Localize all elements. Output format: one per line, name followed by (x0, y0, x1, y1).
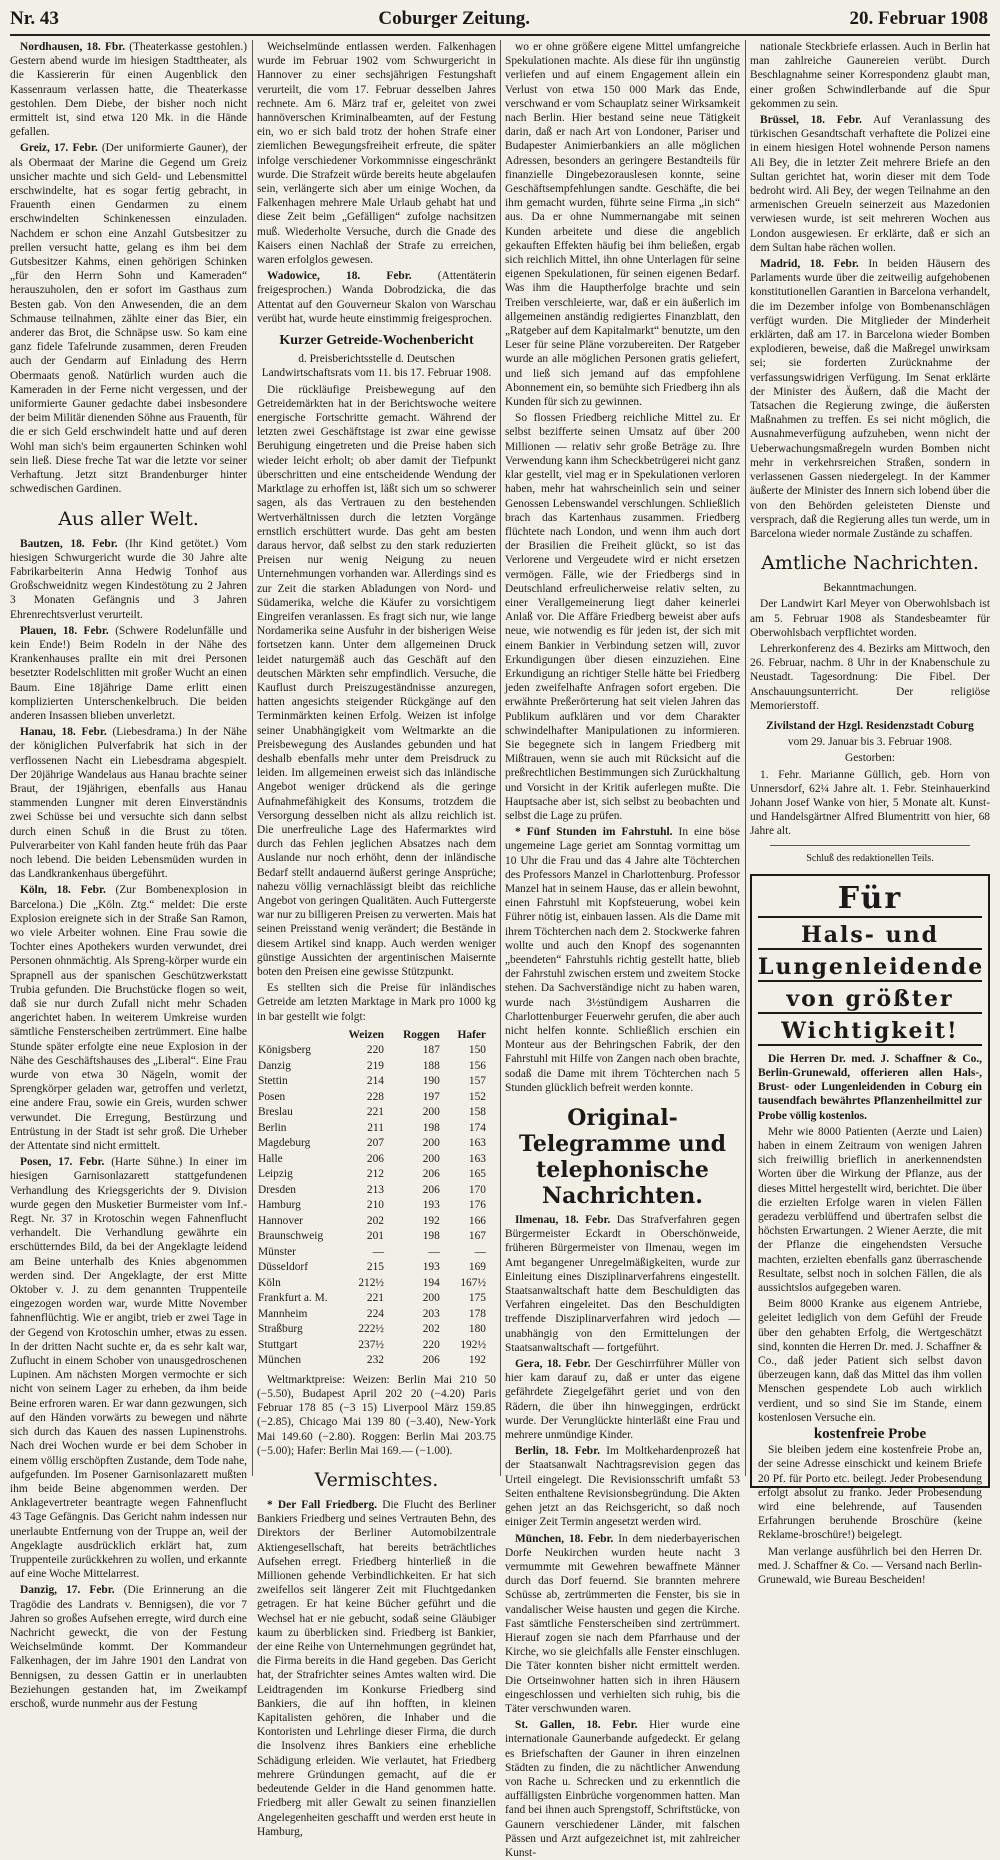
price-cell: 193 (422, 1199, 440, 1212)
article-text: (Theaterkasse gestohlen.) Gestern abend wurde im hiesigen Stadttheater, als die Kassiererin für einen Augenblick den Kassenraum verlassen hatte, die Theaterkasse gestohlen. Dem Diebe, der bisher noch nicht ermittelt ist, sind etwa 120 Mk. in die Hände gefallen. (10, 41, 247, 139)
article-dateline: Berlin, 18. Febr. (515, 1445, 601, 1458)
price-cell: 174 (468, 1121, 486, 1134)
price-cell: 224 (366, 1307, 384, 1320)
price-cell: 150 (468, 1044, 486, 1057)
table-row (257, 1276, 496, 1292)
city-cell: Magdeburg (258, 1137, 311, 1150)
article-text: Die Flucht des Berliner Bankiers Friedberg und seines Vertrauten Behn, des Direktors der Berliner Automobilzentrale Aktiengesellschaft, hat bereits beträchtliches Aufsehen erregt. Friedberg hinterließ in die Millionen gehende Verbindlichkeiten. Er hat sich zweifellos seit längerer Zeit mit Fluchtgedanken getragen. Er hat keine Bücher geführt und die Wechsel hat er nie gebucht, sodaß seine Gläubiger kaum zu überblicken sind. Friedberg ist Bankier, der eine Reihe von Unternehmungen gegründet hat, die Firma bereits in die Hand gegeben. Das Gericht hat, der Strafrichter seines Amtes walten wird. Die Leidtragenden im Konkurse Friedberg sind Bankiers, die auf ihn hofften, in kleinen Kapitalisten gehören, die Inhaber und die Kontoristen und Lehrlinge dieser Firma, die durch die Insolvenz ihres Bankiers eine erhebliche Schädigung erleiden. Wie verlautet, hat Friedberg mehrere Gründungen gemacht, auf die er bedeutende Gelder in die Hand genommen hatte. Friedberg mit aller Gewalt zu seinen finanziellen Angelegenheiten geschafft und werden erst heute in Hamburg, (257, 1499, 496, 1838)
table-row (257, 1183, 496, 1199)
article-text: Lehrerkonferenz des 4. Bezirks am Mittwoch, den 26. Februar, nachm. 8 Uhr in der Knabenschule zu Neustadt. Tagesordnung: Die Fibel. Der Anschauungsunterricht. Der religiöse Memorierstoff. (750, 642, 990, 712)
city-cell: Leipzig (258, 1168, 293, 1181)
column-1 (10, 40, 248, 1710)
price-cell: 206 (422, 1354, 440, 1367)
article (10, 1155, 247, 1581)
table-row (257, 1353, 496, 1369)
telegram-section-heading: Original-Telegramme und telephonische Nachrichten. (518, 1105, 726, 1210)
issue-date: 20. Februar 1908 (849, 8, 988, 29)
table-row (257, 1307, 496, 1323)
article (505, 411, 740, 823)
price-cell: 201 (366, 1230, 384, 1243)
city-cell: Köln (258, 1276, 281, 1289)
price-cell: 221 (366, 1106, 384, 1119)
table-row (257, 1105, 496, 1121)
price-cell: 206 (366, 1152, 384, 1165)
price-cell: 228 (366, 1090, 384, 1103)
ad-text: Mehr wie 8000 Patienten (Aerzte und Laien) haben in einem Zeitraum von wenigen Jahren sich freiwillig brieflich in anerkennendsten Worten über die Wirkung der Pflanze, aus der dieses Mittel hergestellt wird, berichtet. Die über die erzielten Erfolge waren in vielen Fällen geradezu verblüffend und übertrafen selbst die höchsten Erwartungen. 2 Wiener Aerzte, die mit der Pflanze die eingehendsten Versuche machten, erzielten ebenfalls ganz überraschende Resultate, selbst noch in solchen Fällen, die als aussichtslos aufgegeben waren. (758, 1125, 982, 1295)
section-heading: Vermischtes. (314, 1469, 439, 1492)
article-dateline: St. Gallen, 18. Febr. (515, 1719, 638, 1732)
city-cell: Frankfurt a. M. (258, 1292, 328, 1305)
price-cell: 187 (422, 1044, 440, 1057)
article-text: (Schwere Rodelunfälle und kein Ende!) Beim Rodeln in der Nähe des Krankenhauses prallte ein mit drei Personen besetzter Rodelschlitten mit großer Wucht an einen Baum. Eine 18jährige Dame erlitt einen komplizierten Unterschenkelbruch. Die beiden anderen Insassen blieben unverletzt. (10, 624, 248, 722)
article (10, 537, 247, 622)
price-cell: 194 (422, 1276, 440, 1289)
price-cell: 202 (422, 1323, 440, 1336)
city-cell: Stettin (258, 1075, 288, 1088)
article (10, 725, 247, 881)
newspaper-title: Coburger Zeitung. (378, 8, 531, 29)
price-cell: 215 (366, 1261, 384, 1274)
price-cell: 192 (468, 1354, 486, 1367)
table-row (257, 1074, 496, 1090)
article (257, 981, 496, 1024)
price-cell: 200 (422, 1137, 440, 1150)
article-text: (Die Erinnerung an die Tragödie des Landrats v. Bennigsen), die vor 7 Jahren so großes Aufsehen erregte, wird durch eine Nachricht geweckt, die von der Festung Weichselmünde kommt. Der Kommandeur Falkenhagen, der im Jahre 1901 den Landrat von Bennigsen, zu dessen Gattin er in unerlaubten Beziehungen gestanden hat, im Zweikampf erschoß, wurde nunmehr aus der Festung (10, 1584, 247, 1710)
registry-period: vom 29. Januar bis 3. Februar 1908. (787, 736, 953, 749)
city-cell: Straßburg (258, 1323, 303, 1336)
article (505, 1213, 740, 1355)
article-dateline: Nordhausen, 18. Fbr. (20, 41, 126, 53)
price-cell: 221 (366, 1292, 384, 1305)
section-heading: Aus aller Welt. (58, 507, 199, 530)
price-cell: 190 (422, 1075, 440, 1088)
price-cell: 165 (468, 1168, 486, 1181)
price-cell: 198 (422, 1230, 440, 1243)
article (257, 1498, 496, 1839)
article-text: wo er ohne größere eigene Mittel umfangreiche Spekulationen machte. Als diese für ihn ungünstig verliefen und auf einem Engagement allein ein Verlust von etwa 150 000 Mark das Ende, verschwand er vom Schauplatz seiner Wirksamkeit nach Berlin. Hier bestand seine neue Tätigkeit darin, daß er nach Art von Londoner, Pariser und Budapester Animierbankiers an alle möglichen Adressen, besonders an geringere Bestandteils für finanzielle Dingebezorauslesen konnte, seine Geschäftsempfehlungen sandte. Geschäfte, die bei ihm gemacht wurden, führte seine Firma „in sich“ aus. Da er ohne Nummernangabe mit seinen Kunden arbeitete und diese die angeblich gekauften Effekten häufig bei ihm beließen, ergab sich reichlich Mittel, ihn ohne Unterlagen für seine eigenen Spekulationen, für seinen eigenen Bedarf. Was ihm die Hauptherfolge brachte und sein Treiben verschleierte, war, daß er ein äußerlich im allgemeinen anständig redigiertes Finanzblatt, den „Ratgeber auf dem Kapitalmarkt“ benutzte, um den Leser für seine Pläne vorzubereiten. Der Ratgeber wurde an alle möglichen Personen gratis geliefert, und ließ sich jemand auf das empfohlene Abonnement ein, so bemühte sich Friedberg ihn als Kunden für sich zu gewinnen. (505, 41, 740, 409)
column-divider (745, 40, 746, 1476)
city-cell: Breslau (258, 1106, 293, 1119)
city-cell: Düsseldorf (258, 1261, 308, 1274)
price-cell: 167 (468, 1230, 486, 1243)
article (257, 1373, 496, 1458)
table-body (257, 1043, 496, 1369)
price-cell: 163 (468, 1152, 486, 1165)
price-cell: 192 (422, 1214, 440, 1227)
price-cell: 212 (366, 1168, 384, 1181)
table-header (257, 1028, 340, 1044)
article-text: (Ihr Kind getötet.) Vom hiesigen Schwurgericht wurde die 30 Jahre alte Fabrikarbeiterin Anna Hedwig Tonhof aus Großschweidnitz wegen Kindestötung zu 2 Jahren 3 Monaten Gefängnis und 3 Jahren Ehrenrechtsverlust verurteilt. (10, 537, 247, 621)
price-cell: 158 (468, 1106, 486, 1119)
table-header: Roggen (403, 1028, 440, 1041)
city-cell: München (258, 1354, 302, 1367)
ad-probe: kostenfreie Probe (813, 1426, 927, 1443)
table-row (257, 1167, 496, 1183)
section-subtitle: d. Preisberichtsstelle d. Deutschen Landwirtschaftsrats vom 11. bis 17. Februar 1908. (261, 353, 492, 380)
price-cell: — (372, 1245, 384, 1258)
article-text: In dem niederbayerischen Dorfe Neukirchen wurden heute nacht 3 vermummte mit Gewehren bewaffnete Männer durch das Dorf feuernd. Sie brannten mehrere Schüsse ab, zertrümmerten die Fenster, bis sie in vandalischer Weise hausten und gegen die Kirche. Fast sämtliche Fensterscheiben sind zertrümmert. Hierauf zogen sie nach dem Pfarrhause und der Kirche, wo sie gleichfalls alle Fenster einschlugen. Die Täter konnten bisher nicht ermittelt werden. Die Ortseinwohner hatten sich in ihren Häusern eingeschlossen und verhielten sich ruhig, bis die Täter verschwunden waren. (505, 1532, 740, 1715)
price-cell: 163 (468, 1137, 486, 1150)
ad-text: Sie bleiben jedem eine kostenfreie Probe an, der seine Adresse einschickt und keinem Briefe 20 Pf. für Porto etc. beilegt. Jeder Probesendung erfolgt absolut zu franko. Jeder Probesendung wird eine belehrende, auf Tausenden Erfahrungen beruhende Broschüre (keine Reklame-broschüre!) beigelegt. (758, 1444, 982, 1542)
article (750, 40, 990, 111)
article-text: Weltmarktpreise: Weizen: Berlin Mai 210 50 (−5.50), Budapest April 202 20 (−4.20) Paris Februar 178 85 (−3 15) Liverpool März 159.85 (−2.85), Chicago Mai 139 80 (−3.40), New-York Mai 149.60 (−2.80). Roggen: Berlin Mai 203.75 (−5.00); Hafer: Berlin Mai 169.— (−1.00). (257, 1373, 496, 1457)
price-cell: 202 (366, 1214, 384, 1227)
city-cell: Hannover (258, 1214, 303, 1227)
article (10, 1583, 247, 1711)
ad-lead: Die Herren Dr. med. J. Schaffner & Co., Berlin-Grunewald, offerieren allen Hals-, Brust- oder Lungenleidenden in Coburg ein tausendfach bewährtes Pflanzenheilmittel zur Probe völlig kostenlos. (758, 1052, 982, 1122)
city-cell: Berlin (258, 1121, 287, 1134)
price-cell: 206 (422, 1183, 440, 1196)
price-cell: 211 (367, 1121, 384, 1134)
city-cell: Königsberg (258, 1044, 311, 1057)
table-row (257, 1059, 496, 1075)
price-cell: 220 (422, 1338, 440, 1351)
article (505, 1444, 740, 1529)
price-cell: 200 (422, 1152, 440, 1165)
article-dateline: Wadowice, 18. Febr. (267, 270, 412, 283)
price-cell: 178 (468, 1307, 486, 1320)
article-text: Es stellten sich die Preise für inländisches Getreide am letzten Marktage in Mark pro 1000 kg in bar gestellt wie folgt: (257, 982, 496, 1023)
article-dateline: Hanau, 18. Febr. (20, 726, 107, 739)
price-cell: 232 (366, 1354, 384, 1367)
price-cell: 213 (366, 1183, 384, 1196)
ad-text: Man verlange ausführlich bei den Herren Dr. med. J. Schaffner & Co. — Versand nach Berlin-Grunewald, wie Bureau Bescheiden! (758, 1545, 982, 1587)
article-dateline: Bautzen, 18. Febr. (20, 537, 118, 550)
table-row (257, 1214, 496, 1230)
section-subtitle: Bekanntmachungen. (823, 582, 917, 595)
registry-subheading: Gestorben: (845, 752, 895, 765)
price-cell: 169 (468, 1261, 486, 1274)
article (10, 624, 247, 723)
article (257, 40, 496, 267)
divider (770, 845, 970, 846)
city-cell: Münster (258, 1245, 296, 1258)
article-text: (Zur Bombenexplosion in Barcelona.) Die „Köln. Ztg.“ meldet: Die erste Explosion ereignete sich in der Straße San Ramon, wo viele Arbeiter wohnen. Eine Frau sowie die Tochter eines Apothekers wurden verwundet, drei Personen ohnmächtig. Als Spreng-körper wurde ein Sprapnell aus der spanischen Geschützwerkstatt Trubia gefunden. Die Bruchstücke flogen so weit, daß sie nur durch Zufall nicht mehr Schaden angerichtet haben. In weiterem Umkreise wurden sämtliche Fensterscheiben zertrümmert. Eine halbe Stunde später erfolgte eine neue Explosion in der Nähe des Geschäftshauses des „Liberal“. Eine Frau wurde von etwa 30 Nägeln, womit der Sprengkörper geladen war, getroffen und verletzt, eine andere Frau, sowie ein Greis, wurden schwer verwundet. Die Erregung, Bestürzung und Entrüstung in der Stadt ist sehr groß. Die Urheber der Attentate sind nicht ermittelt. (10, 884, 247, 1153)
ad-headline: Lungenleidende (758, 953, 985, 980)
article (750, 642, 990, 713)
article-text: Der Geschirrführer Müller von hier kam darauf zu, daß er unter das eigene gefährdete Ziegelgefährt geriet und von den Rädern, die über ihn hinweggingen, erdrückt wurde. Der Verunglückte hinterläßt eine Frau und mehrere unmündige Kinder. (505, 1358, 741, 1442)
price-cell: 210 (366, 1199, 384, 1212)
city-cell: Hamburg (258, 1199, 301, 1212)
price-cell: 167½ (460, 1276, 486, 1289)
price-cell: 193 (422, 1261, 440, 1274)
city-cell: Danzig (258, 1059, 291, 1072)
city-cell: Dresden (258, 1183, 296, 1196)
article (257, 269, 496, 326)
table-header: Hafer (457, 1028, 486, 1041)
price-cell: 192½ (460, 1338, 486, 1351)
article (10, 883, 247, 1153)
article (257, 383, 496, 980)
article-text: In beiden Häusern des Parlaments wurde über die zeitweilig aufgehobenen konstitutionellen Garantien in Barcelona verhandelt, die im Dezember infolge von Bombenanschlägen verfügt wurden. Die Mitglieder der Minderheit erklärten, daß am 17. in Barcelona wieder Bomben explodieren, beweise, daß die Maßregel unwirksam sei; sie forderten Zurücknahme der verfassungswidrigen Verfügung. Im Senat erklärte der Minister des Äußern, daß die Macht der Tatsachen die Regierung zwinge, die äußersten Maßnahmen zu treffen. Es sei nicht möglich, die Ausnahmeverfügung aufzuheben, wenn nicht der Ueberwachungsmaßregeln wurden Bomben nicht mehr in verkehrsreichen Straßen, sondern in verlassenen Gassen niedergelegt. In der Kammer äußerte der Minister des Innern sich lobend über die von den Behörden geleisteten Dienste und versprach, daß die Regierung alles tun werde, um in Barcelona wieder normale Zustände zu schaffen. (750, 258, 991, 540)
price-cell: 206 (422, 1168, 440, 1181)
price-cell: 207 (366, 1137, 384, 1150)
column-2 (257, 40, 496, 1838)
registry-heading: Zivilstand der Hzgl. Residenzstadt Coburg (766, 719, 974, 732)
city-cell: Braunschweig (258, 1230, 324, 1243)
article-text: Im Moltkehardenprozeß hat der Staatsanwalt Nachtragsrevision gegen das Urteil eingelegt. Die Revisionsschrift umfaßt 53 Seiten enthaltene Revisionsbegründung. Die Akten gehen jetzt an das Reichsgericht, so daß noch einiger Zeit Termin angesetzt werden wird. (505, 1445, 740, 1529)
table-row (257, 1090, 496, 1106)
price-cell: 180 (468, 1323, 486, 1336)
price-cell: 156 (468, 1059, 486, 1072)
article-dateline: München, 18. Febr. (515, 1532, 614, 1545)
article-text: So flossen Friedberg reichliche Mittel zu. Er selbst bezifferte seinen Umsatz auf über 200 Millionen — relativ sehr große Beträge zu. Ihre Verwendung kann ihm Scheckbetrügerei nicht ganz klar gestellt, viel mag er in Spekulationen verloren haben, mehr hat wahrscheinlich sein und seiner Genossen Lebenswandel verschlungen. Schließlich brach das Kartenhaus zusammen. Friedberg flüchtete nach London, und wenn ihm auch dort der Brasilien die Freiheit glückt, so ist das Verlorene und Vergeudete wird er nicht ersetzen vermögen. Fälle, wie der Friedbergs sind in Deutschland erfreulicherweise relativ selten, zu einer Verallgemeinerung liegt daher keinerlei Anlaß vor. Die Affäre Friedberg beweist aber aufs neue, wie notwendig es für jeden ist, der sich mit einem Bankier in Verbindung setzen will, zuvor Erkundigungen über diesen einzuziehen. Eine Erkundigung an richtiger Stelle hätte bei Friedberg jeden zweifelhafte Anfragen sofort ergeben. Die erwähnte Preßerörterung hat seit vielen Jahren das Publikum aufklären und vor dem Charakter schwindelhafter Manipulationen zu informieren. Sie begegnete sich in langem Friedberg mit Mißtrauen, wenn sie auch mit Rücksicht auf die preßrechtlichen Bestimmungen sich Zurückhaltung und Vorsicht in der Kritik auferlegen mußte. Die Hauptsache aber ist, sich selbst zu beobachten und selbst die Lage zu prüfen. (505, 412, 741, 822)
price-cell: 176 (468, 1199, 486, 1212)
ad-headline: Hals- und (758, 922, 982, 950)
table-row (257, 1121, 496, 1137)
city-cell: Posen (258, 1090, 286, 1103)
article-text: Hier wurde eine internationale Gaunerbande aufgedeckt. Er gelang es Briefschaften der Gauner in ihren einzelnen Städten zu finden, die zu nächtlicher Anwendung von Rache u. Schrecken und zu erkenntlich die auffälligsten Einbrüche vorgenommen hatten. Man fand bei ihnen auch Sprengstoff, Schriftstücke, von Gaunern verschiedener Länder, mit falschen Pässen und Arzt aufgezeichnet ist, mit zahlreicher Kunst- (505, 1719, 740, 1859)
masthead (10, 6, 988, 32)
price-cell: 200 (422, 1292, 440, 1305)
table-row (257, 1245, 496, 1261)
price-cell: — (474, 1245, 486, 1258)
grain-price-table (257, 1028, 496, 1369)
price-cell: 214 (366, 1075, 384, 1088)
article-text: (Harte Sühne.) In einer im hiesigen Garnisonlazarett stattgefundenen Verhandlung des Kriegsgerichts der 9. Division wurde gegen den Musketier Burmeister vom Inf.-Regt. Nr. 37 in Krotoschin wegen Fahnenflucht verhandelt. Die Verhandlung gewährte ein erschütterndes Bild, da bei der Angeklagte leidend am Beine unterhalb des Knies abgenommen werden sind. Der Angeklagte, der erst Mitte Oktober v. J. zu dem genannten Truppenteile eingezogen worden war, wurde Mitte November fahnenflüchtig. Wie er angibt, trieb er zwei Tage in der Gegend von Krotoschin umher, etwas zu essen. In der dritten Nacht suchte er, da es sehr kalt war, Zuflucht in einem Schober von unausgedroschenen Lupinen. Am nächsten Morgen vermochte er sich nicht von seinem Lager zu erheben, da ihm beide Beine erfroren waren. Er war dann gezwungen, sich auf den Händen vorwärts zu bewegen und nährte sich durch das Kauen des nassen Lupinenstrohs. Nach drei Wochen wurde er bei dem Schober in einem völlig erschöpften Zustande, dem Tode nahe, aufgefunden. Im Posener Garnisonlazarett mußten ihm beide Beine abgenommen werden. Der Anklagevertreter beantragte wegen Fahnenflucht 43 Tage Gefängnis. Das Gericht nahm indessen nur unerlaubte Entfernung von der Truppe an, weil der Angeklagte ausdrücklich erklärt hat, zum Truppenteile zurückkehren zu wollen, und erkannte auf eine Woche Mittelarrest. (10, 1156, 247, 1581)
table-row (257, 1322, 496, 1338)
price-cell: 198 (422, 1121, 440, 1134)
ad-text: Beim 8000 Kranke aus eigenem Antriebe, geleitet lediglich von dem Gefühl der Freude über den gehabten Erfolg, die Wertgeschätzt sind, konnten die Herren Dr. med. J. Schaffner & Co., daß jeder Patient sich selbst davon überzeugen kann, daß das Mittel das ihm vollen Menschen gespendete Lob auch wirklich verdient, und so sind Sie im Stande, einem kostenlosen Versuche ein. (758, 1298, 982, 1424)
column-divider (252, 40, 253, 1476)
city-cell: Stuttgart (258, 1338, 298, 1351)
article-dateline: Köln, 18. Febr. (20, 884, 106, 897)
article-dateline: Plauen, 18. Febr. (20, 624, 109, 637)
section-heading: Kurzer Getreide-Wochenbericht (279, 333, 474, 349)
table-row (257, 1338, 496, 1354)
column-divider (500, 40, 501, 1476)
article (750, 257, 990, 541)
article (505, 1718, 740, 1860)
table-row (257, 1229, 496, 1245)
ad-headline: Wichtigkeit! (758, 1018, 982, 1046)
table-row (257, 1198, 496, 1214)
article-dateline: * Der Fall Friedberg. (267, 1499, 378, 1512)
article-text: Das Strafverfahren gegen Bürgermeister Eckardt in Oberschönweide, früheren Bürgermeister von Ilmenau, wegen im Amt begangener Unregelmäßigkeiten, wurde zur Einleitung eines Disziplinarverfahrens eingestellt. Staatsanwaltschaft hatte dem Beschuldigten das Verfahren eingeleitet. Das den Beschuldigten treffende Disziplinarverfahren wird jedoch — unabhängig von den Ermittelungen der Staatsanwaltschaft — fortgeführt. (505, 1214, 741, 1354)
price-cell: 197 (422, 1090, 440, 1103)
editorial-end-note: Schluß des redaktionellen Teils. (806, 852, 934, 864)
article (505, 825, 740, 1095)
city-cell: Mannheim (258, 1307, 308, 1320)
article-text: 1. Fehr. Marianne Güllich, geb. Horn von Unnersdorf, 62¼ Jahre alt. 1. Febr. Steinhauerkind Johann Josef Wanke von hier, 5 Monate alt. Kunst- und Handelsgärtner Alfred Blumentritt von hier, 68 Jahre alt. (750, 768, 990, 838)
price-cell: 220 (366, 1044, 384, 1057)
ad-body (758, 1052, 982, 1588)
article (750, 597, 990, 640)
table-header-row (257, 1028, 496, 1044)
table-header: Weizen (348, 1028, 384, 1041)
article (505, 1532, 740, 1717)
article-dateline: Ilmenau, 18. Febr. (515, 1214, 611, 1227)
price-cell: 203 (422, 1307, 440, 1320)
price-cell: 170 (468, 1183, 486, 1196)
article-text: nationale Steckbriefe erlassen. Auch in Berlin hat man zahlreiche Gaunereien verübt. Durch Beschlagnahme seiner Korrespondenz glaubt man, einer großen Schwindlerbande auf die Spur gekommen zu sein. (750, 41, 990, 110)
table-row (257, 1260, 496, 1276)
registry-entries (750, 768, 990, 839)
table-row (257, 1136, 496, 1152)
table-row (257, 1043, 496, 1059)
price-cell: 200 (422, 1106, 440, 1119)
price-cell: 166 (468, 1214, 486, 1227)
article-text: Die rückläufige Preisbewegung auf den Getreidemärkten hat in der Berichtswoche weitere energische Fortschritte gemacht. Während der letzten zwei Geschäftstage ist zwar eine gewisse Beruhigung eingetreten und die Preise haben sich wieder leicht erholt; ob aber damit der Tiefpunkt überschritten und eine entscheidende Wendung der Marktlage zu erhoffen ist, läßt sich um so schwerer sagen, als das Vertrauen zu den bestehenden Wertverhältnissen durch die letzten Vorgänge ernstlich erschüttert wurde. Das geht am besten daraus hervor, daß selbst zu den stark reduzierten Preisen nur wenig Neigung zu neuen Unternehmungen vorhanden war. Allerdings sind es zur Zeit die starken Abladungen von Nord- und Südamerika, welche die Käufer zu vorsichtigem Eingreifen veranlassen. Es fragt sich nur, wie lange Nordamerika seine Ausfuhr in der bisherigen Weise fortsetzen kann. Unter dem allgemeinen Druck leidet naturgemäß auch das Geschäft auf den deutschen Märkten sehr empfindlich. Versuche, die Kauflust durch Preiszugeständnisse anzuregen, hatten angesichts steigender Rückgänge auf den Terminmärkten keinen Erfolg. Weizen ist infolge seiner Unabhängigkeit vom Weltmarkte an die Preisbewegung des Auslandes gebunden und hat deshalb ebenfalls mehr unter dem Preisdruck zu leiden. Im allgemeinen erweist sich das inländische Angebot weniger drückend als die geringe Aufnahmefähigkeit des Konsums, trotzdem die Versorgung desselben nicht als allzu reichlich ist. Die unerfreuliche Lage des Hafermarktes wird durch das Fehlen jeglichen Absatzes nach dem Auslande nur noch erhöht, denn der inländische Bedarf stellt andauernd äußerst geringe Ansprüche; nahezu völlig vernachlässigt bleibt das reichliche Angebot von geringen Qualitäten. Auch Futtergerste war nur zu billigeren Preisen zu verwerten. Mais hat seinen Preisstand wenig verändert; die Bestände in diesem Artikel sind knapp. Auch werden weniger günstige Aussichten der argentinischen Maisernte boten den Preisen eine gewisse Stützpunkt. (257, 383, 496, 978)
article-dateline: Danzig, 17. Febr. (20, 1584, 115, 1597)
ad-headline: von größter (758, 986, 982, 1014)
masthead-rule (10, 34, 990, 36)
price-cell: 175 (468, 1292, 486, 1305)
article-text: Weichselmünde entlassen werden. Falkenhagen wurde im Februar 1902 vom Schwurgericht in Hannover zu einer sechsjährigen Festungshaft verurteilt, die vom 17. Februar desselben Jahres rechnete. Am 6. März traf er, geleitet von zwei hannöverschen Kriminalbeamten, auf der Festung ein, wo er sich bald trotz der hohen Strafe einer ziemlichen Bewegungsfreiheit erfreute, die später infolge verschiedener Vorkommnisse eingeschränkt wurde. Die Strafzeit würde bereits heute abgelaufen sein, verlängerte sich aber um einige Wochen, da Falkenhagen mehrere Male Urlaub gehabt hat und diese Zeit beim „Gefälligen“ zufolge nachsitzen muß. Wiederholte Versuche, durch die Gnade des Kaisers einen Nachlaß der Strafe zu erreichen, waren erfolglos gewesen. (257, 41, 496, 267)
price-cell: 237½ (358, 1338, 384, 1351)
price-cell: 222½ (358, 1323, 384, 1336)
section-heading: Amtliche Nachrichten. (761, 552, 979, 575)
price-cell: 188 (422, 1059, 440, 1072)
article (505, 40, 740, 409)
ad-headline: Für (758, 882, 982, 918)
article-text: (Der uniformierte Gauner), der als Obermaat der Marine die Gegend um Greiz unsicher machte und sich Geld- und Lebensmittel erschwindelte, hat es sogar fertig gebracht, in Frauenth einen Gendarmen zu einem erschwindelten Schinkenessen einzuladen. Nachdem er schon eine Anzahl Gutsbesitzer zu prellen versucht hatte, gelang es ihm bei dem Gutsbesitzer Kahms, einen gehörigen Schinken „für den Herrn Sohn und Kameraden“ herauszuholen, den er sofort im Gasthaus zum Besten gab. Von den Anwesenden, die an dem Schmause teilnahmen, zählte einer das Bier, ein anderer das Brot, die Schnäpse usw. So kam eine ganz fidele Tafelrunde zusammen, deren Freuden auch der Gendarm auf Einladung des Herrn Obermaats genoß. Natürlich wurden auch die Kameraden in der Ferne nicht vergessen, und der uniformierte Gauner gedachte dabei insbesondere der beim Militär dienenden Söhne aus Frauenth, für die er sich Geld erschwindelt hatte und auf deren Wohl man sich's beim ergaunerten Schinken wohl sein ließ. Diese freche Tat war die letzte vor seiner Verhaftung. Jetzt sitzt Brandenburger hinter schwedischen Gardinen. (10, 142, 247, 496)
article-text: Der Landwirt Karl Meyer von Oberwohlsbach ist am 5. Februar 1908 als Standesbeamter für Oberwohlsbach verpflichtet worden. (750, 598, 990, 639)
article-text: In eine böse ungemeine Lage geriet am Sonntag vormittag um 10 Uhr die Frau und das 4 Jahre alte Töchterchen des Professors Manzel in Charlottenburg. Professor Manzel hat in seinem Hause, das er allein bewohnt, einen Fahrstuhl mit Kopfsteuerung, wobei kein Führer nötig ist, einbauen lassen. Als die Dame mit ihrem Töchterchen nach dem 2. Stockwerke fahren wollte und auch den Knopf des sogenannten „beendeten“ Fahrstuhls richtig gestellt hatte, blieb der Fahrstuhl zwischen erstem und zweitem Stocke stehen. Da Sachverständige nicht zu haben waren, wurde nach 3½stündigem Ausharren die Charlottenburger Feuerwehr gerufen, die aber auch nicht helfen konnte. Schließlich erschien ein Monteur aus der Behringschen Fabrik, der den Fahrstuhl mit Hilfe von Zangen nach oben brachte, sodaß die Dame mit ihrem Töchterchen nach 5 Stunden glücklich befreit werden konnte. (505, 826, 740, 1094)
table-row (257, 1152, 496, 1168)
article (505, 1357, 740, 1442)
article-dateline: * Fünf Stunden im Fahrstuhl. (515, 826, 673, 839)
article (10, 141, 247, 496)
city-cell: Halle (258, 1152, 283, 1165)
price-cell: 219 (366, 1059, 384, 1072)
column-3 (505, 40, 741, 1859)
article (750, 113, 990, 255)
article-dateline: Greiz, 17. Febr. (20, 142, 98, 155)
article-dateline: Gera, 18. Febr. (515, 1358, 591, 1371)
price-cell: — (428, 1245, 440, 1258)
article-text: (Attentäterin freigesprochen.) Wanda Dobrodzicka, die das Attentat auf den Gouverneur Skalon von Warschau verübt hat, wurde heute einstimmig freigesprochen. (257, 270, 496, 325)
table-row (257, 1291, 496, 1307)
price-cell: 212½ (358, 1276, 384, 1289)
price-cell: 152 (468, 1090, 486, 1103)
article-text: (Liebesdrama.) In der Nähe der königlichen Pulverfabrik hat sich in der verflossenen Nacht ein Liebesdrama abgespielt. Der 20jährige Wandelaus aus Hanau brachte seiner Braut, der 19jährigen, ebenfalls aus Hanau stammenden Lungner mit deren Einverständnis zwei Schüsse bei und versuchte sich dann selbst durch einen Schuß in die Brust zu töten. Pulverarbeiter von Kahl fanden heute früh das Paar noch lebend. Die beiden Lebensmüden wurden in das Landkrankenhaus übergeführt. (10, 726, 247, 881)
article (10, 40, 247, 139)
article-dateline: Brüssel, 18. Febr. (760, 114, 862, 127)
column-4 (750, 40, 991, 1587)
issue-number: Nr. 43 (10, 8, 59, 29)
advertisement (750, 874, 990, 1587)
article-dateline: Posen, 17. Febr. (20, 1156, 105, 1169)
price-cell: 157 (468, 1075, 486, 1088)
article-dateline: Madrid, 18. Febr. (760, 258, 859, 271)
article-text: Auf Veranlassung des türkischen Gesandtschaft verhaftete die Polizei eine in einem hiesigen Hotel wohnende Person namens Ali Bey, die in letzter Zeit mehrere Briefe an den Sultan gerichtet hat, worin dieser mit dem Tode bedroht wird. Ali Bey, der wegen Teilnahme an den armenischen Greueln seinerzeit aus Mazedonien verwiesen wurde, ist seit mehreren Wochen aus London ausgewiesen. Er erklärte, daß er sich an dem Sultan habe rächen wollen. (750, 114, 991, 254)
